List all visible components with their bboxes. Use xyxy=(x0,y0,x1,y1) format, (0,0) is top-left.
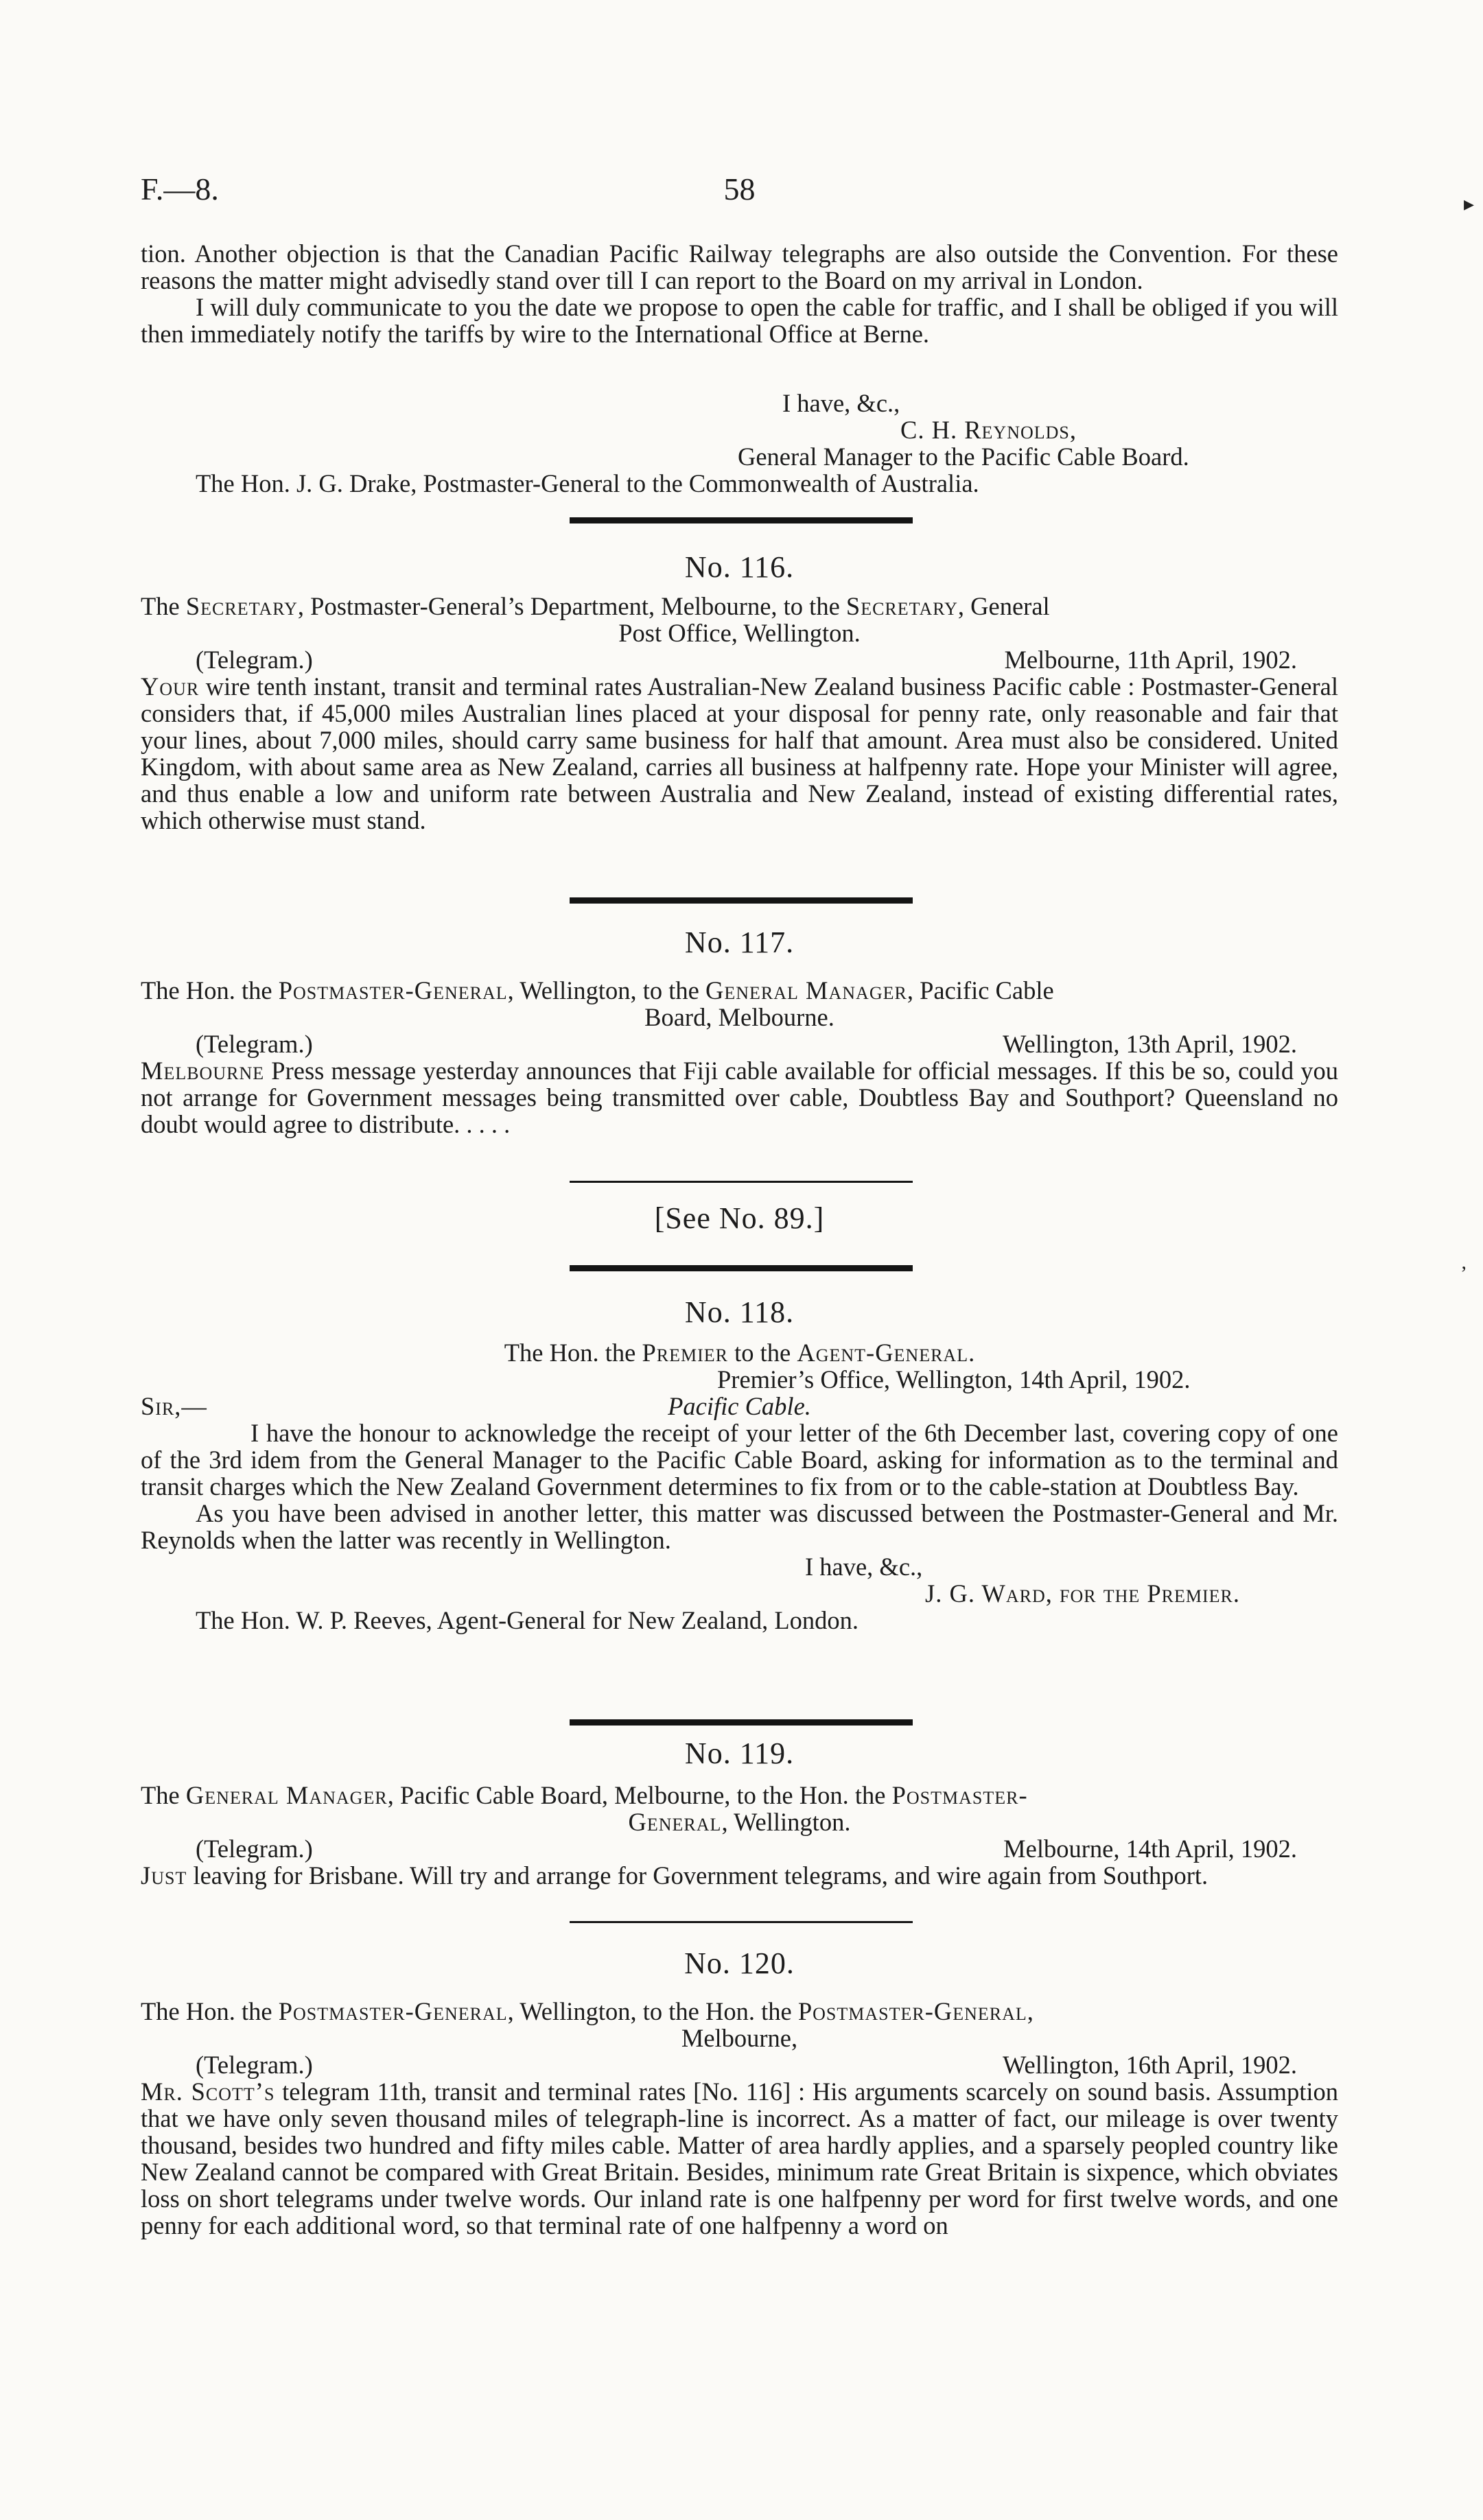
see-reference: [See No. 89.] xyxy=(654,1201,825,1235)
no116-body: Your wire tenth instant, transit and terminal rates Australian-New Zealand business Pacific cable : Postmaster-General considers that, if 45,000 miles Australian lines placed at your disposal for penny rate, only reasonable and fair that your lines, about 7,000 miles, should carry same business for half that amount. Area must also be considered. United Kingdom, with about same area as New Zealand, carries all business at halfpenny rate. Hope your Minister will agree, and thus enable a low and uniform rate between Australia and New Zealand, instead of existing differential rates, which otherwise must stand. xyxy=(141,672,1338,834)
no118-closing: I have, &c., xyxy=(805,1553,923,1581)
no119-from-line: The General Manager, Pacific Cable Board, Melbourne, to the Hon. the Postmaster- xyxy=(141,1781,1028,1809)
no116-place-date: Melbourne, 11th April, 1902. xyxy=(1004,646,1297,674)
no117-place-date: Wellington, 13th April, 1902. xyxy=(1003,1030,1297,1058)
section-divider xyxy=(570,1265,913,1271)
page-number: 58 xyxy=(723,172,756,207)
no120-from-line: The Hon. the Postmaster-General, Wellington, to the Hon. the Postmaster-General, xyxy=(141,1997,1034,2025)
intro-closing-block xyxy=(141,390,1338,497)
no120-from-line-2: Melbourne, xyxy=(681,2024,798,2052)
no120-type: (Telegram.) xyxy=(196,2051,313,2079)
no116-from-line: The Secretary, Postmaster-General’s Department, Melbourne, to the Secretary, General xyxy=(141,592,1050,620)
heading-no-120: No. 120. xyxy=(684,1946,795,1980)
no118-signature: J. G. Ward, for the Premier. xyxy=(925,1579,1241,1608)
no118-paragraph-2: As you have been advised in another letter, this matter was discussed between the Postmaster-General and Mr. Reynolds when the latter was recently in Wellington. xyxy=(141,1499,1338,1554)
section-divider-thin xyxy=(570,1921,913,1923)
no118-salutation-row xyxy=(141,1393,1338,1420)
no117-body: Melbourne Press message yesterday announces that Fiji cable available for official messages. If this be so, could you not arrange for Government messages being transmitted over cable, Doubtless Bay and Southport? Queensland no doubt would agree to distribute. . . . . xyxy=(141,1057,1338,1138)
heading-no-119: No. 119. xyxy=(684,1736,795,1770)
intro-signatory-title: General Manager to the Pacific Cable Board. xyxy=(738,443,1189,471)
intro-signature: C. H. Reynolds, xyxy=(900,416,1077,444)
no118-section xyxy=(141,1339,1338,1634)
intro-section xyxy=(141,240,1338,347)
series-number: F.—8. xyxy=(141,172,219,207)
section-divider xyxy=(570,897,913,904)
no118-addressee: The Hon. W. P. Reeves, Agent-General for New Zealand, London. xyxy=(196,1606,859,1634)
heading-no-116: No. 116. xyxy=(684,550,795,584)
intro-closing: I have, &c., xyxy=(782,389,900,417)
section-divider xyxy=(570,517,913,523)
heading-no-117: No. 117. xyxy=(684,926,795,959)
no120-section xyxy=(141,1998,1338,2239)
no119-section xyxy=(141,1782,1338,1889)
scan-mark: ʼ xyxy=(1460,1262,1467,1285)
no116-telegram-row xyxy=(141,646,1338,673)
no117-from-line: The Hon. the Postmaster-General, Wellington, to the General Manager, Pacific Cable xyxy=(141,976,1054,1004)
no118-paragraph-1: I have the honour to acknowledge the receipt of your letter of the 6th December last, covering copy of one of the 3rd idem from the General Manager to the Pacific Cable Board, asking for information as to the terminal and transit charges which the New Zealand Government determines to fix from or to the cable-station at Doubtless Bay. xyxy=(141,1419,1338,1500)
intro-addressee: The Hon. J. G. Drake, Postmaster-General to the Commonwealth of Australia. xyxy=(196,469,979,497)
no117-from-line-2: Board, Melbourne. xyxy=(644,1003,834,1031)
no118-subject: Pacific Cable. xyxy=(668,1392,811,1420)
no117-section xyxy=(141,977,1338,1138)
no119-place-date: Melbourne, 14th April, 1902. xyxy=(1003,1835,1297,1863)
no119-from-line-2: General, Wellington. xyxy=(628,1808,851,1836)
no116-type: (Telegram.) xyxy=(196,646,313,674)
no116-from-line-2: Post Office, Wellington. xyxy=(618,619,861,647)
intro-paragraph-2: I will duly communicate to you the date we propose to open the cable for traffic, and I shall be obliged if you will then immediately notify the tariffs by wire to the International Office at Berne. xyxy=(141,293,1338,348)
no120-telegram-row xyxy=(141,2051,1338,2078)
no119-telegram-row xyxy=(141,1835,1338,1862)
section-divider-thin xyxy=(570,1181,913,1183)
no118-place-date: Premier’s Office, Wellington, 14th April, 1902. xyxy=(717,1365,1191,1393)
no119-type: (Telegram.) xyxy=(196,1835,313,1863)
section-divider xyxy=(570,1719,913,1726)
scan-mark: ▸ xyxy=(1464,193,1475,215)
no118-salutation: Sir,— xyxy=(141,1392,207,1420)
intro-paragraph-1: tion. Another objection is that the Canadian Pacific Railway telegraphs are also outside the Convention. For these reasons the matter might advisedly stand over till I can report to the Board on my arrival in London. xyxy=(141,239,1338,294)
no118-from-line: The Hon. the Premier to the Agent-General. xyxy=(504,1339,975,1367)
no116-section xyxy=(141,593,1338,834)
no119-body: Just leaving for Brisbane. Will try and arrange for Government telegrams, and wire again from Southport. xyxy=(141,1861,1208,1889)
no117-telegram-row xyxy=(141,1031,1338,1057)
heading-no-118: No. 118. xyxy=(684,1295,795,1329)
no120-place-date: Wellington, 16th April, 1902. xyxy=(1003,2051,1297,2079)
no117-type: (Telegram.) xyxy=(196,1030,313,1058)
no120-body: Mr. Scott’s telegram 11th, transit and terminal rates [No. 116] : His arguments scarcely on sound basis. Assumption that we have only seven thousand miles of telegraph-line is incorrect. As a matter of fact, our mileage is over twenty thousand, besides two hundred and fifty miles cable. Matter of area hardly applies, and a sparsely peopled country like New Zealand cannot be compared with Great Britain. Besides, minimum rate Great Britain is sixpence, which obviates loss on short telegrams under twelve words. Our inland rate is one halfpenny per word for first twelve words, and one penny for each additional word, so that terminal rate of one halfpenny a word on xyxy=(141,2077,1338,2239)
